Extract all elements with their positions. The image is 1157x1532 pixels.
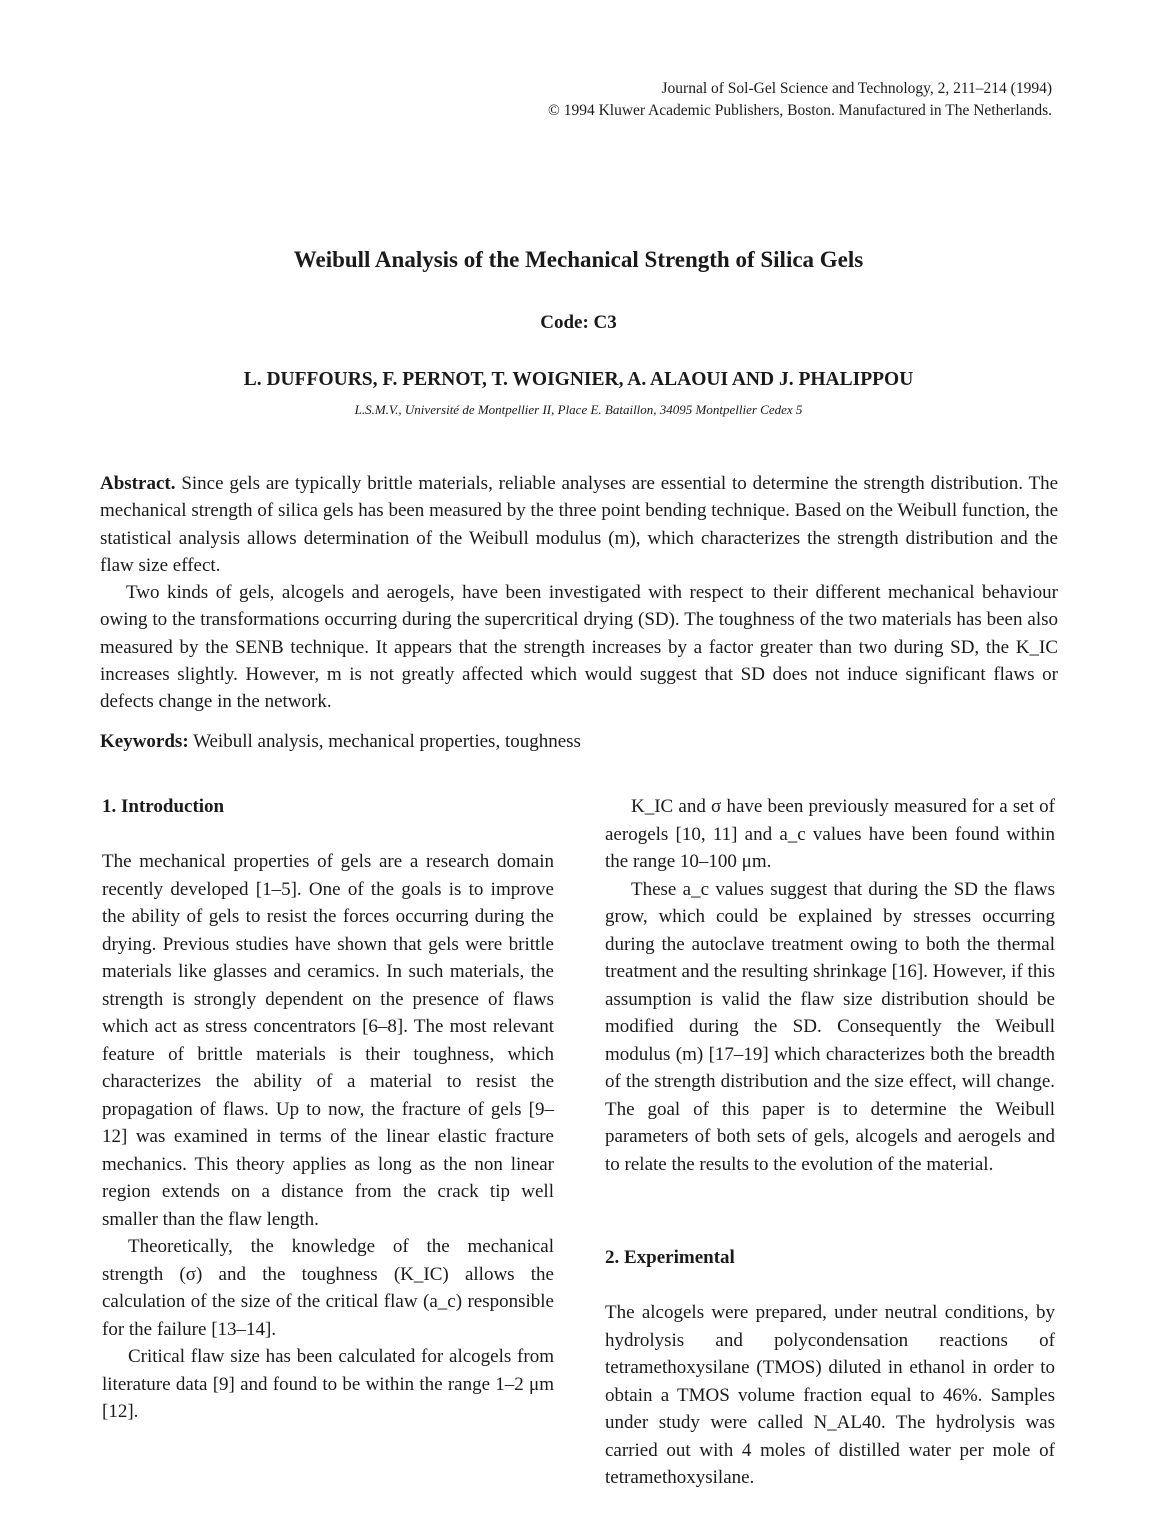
right-paragraph-2: These a_c values suggest that during the SD the flaws grow, which could be explained by stresses occurring during the autoclave treatment owing to both the thermal treatment and the resulting shrinkage [16]. However, if this assumption is valid the flaw size distribution should be modified during the SD. Consequently the Weibull modulus (m) [17–19] which characterizes both the breadth of the strength distribution and the size effect, will change. The goal of this paper is to determine the Weibull parameters of both sets of gels, alcogels and aerogels and to relate the results to the evolution of the material. — [605, 878, 1055, 1175]
copyright-line: © 1994 Kluwer Academic Publishers, Boston. Manufactured in The Netherlands. — [548, 102, 1052, 119]
paper-title: Weibull Analysis of the Mechanical Strength of Silica Gels — [293, 247, 864, 272]
affiliation: L.S.M.V., Université de Montpellier II, Place E. Bataillon, 34095 Montpellier Cedex 5 — [354, 402, 803, 417]
intro-paragraph-3: Critical flaw size has been calculated for alcogels from literature data [9] and found to be within the range 1–2 μm [12]. — [102, 1346, 554, 1422]
journal-citation: Journal of Sol-Gel Science and Technology, 2, 211–214 (1994) — [661, 80, 1052, 97]
right-column — [605, 793, 1055, 1492]
keywords-text: Weibull analysis, mechanical properties, toughness — [193, 731, 581, 752]
abstract-text-1: Since gels are typically brittle materials, reliable analyses are essential to determine the strength distribution. The mechanical strength of silica gels has been measured by the three point bending technique. Based on the Weibull function, the statistical analysis allows determination of the Weibull modulus (m), which characterizes the strength distribution and the flaw size effect. — [100, 473, 1058, 576]
experimental-heading: 2. Experimental — [605, 1247, 735, 1268]
experimental-paragraph-1: The alcogels were prepared, under neutral conditions, by hydrolysis and polycondensation reactions of tetramethoxysilane (TMOS) diluted in ethanol in order to obtain a TMOS volume fraction equal to 46%. Samples under study were called N_AL40. The hydrolysis was carried out with 4 moles of distilled water per mole of tetramethoxysilane. — [605, 1302, 1055, 1488]
paper-code: Code: C3 — [540, 312, 617, 333]
keywords-label: Keywords: — [100, 731, 189, 752]
intro-heading: 1. Introduction — [102, 796, 225, 817]
abstract-label: Abstract. — [100, 473, 176, 494]
intro-paragraph-2: Theoretically, the knowledge of the mechanical strength (σ) and the toughness (K_IC) allows the calculation of the size of the critical flaw (a_c) responsible for the failure [13–14]. — [102, 1236, 554, 1340]
left-column — [102, 793, 554, 1426]
author-list: L. DUFFOURS, F. PERNOT, T. WOIGNIER, A. ALAOUI AND J. PHALIPPOU — [243, 369, 914, 390]
right-paragraph-1: K_IC and σ have been previously measured for a set of aerogels [10, 11] and a_c values have been found within the range 10–100 μm. — [605, 796, 1055, 872]
abstract — [100, 470, 1058, 716]
intro-paragraph-1: The mechanical properties of gels are a research domain recently developed [1–5]. One of the goals is to improve the ability of gels to resist the forces occurring during the drying. Previous studies have shown that gels were brittle materials like glasses and ceramics. In such materials, the strength is strongly dependent on the presence of flaws which act as stress concentrators [6–8]. The most relevant feature of brittle materials is their toughness, which characterizes the ability of a material to resist the propagation of flaws. Up to now, the fracture of gels [9–12] was examined in terms of the linear elastic fracture mechanics. This theory applies as long as the non linear region extends on a distance from the crack tip well smaller than the flaw length. — [102, 851, 554, 1230]
keywords — [100, 728, 1058, 755]
abstract-paragraph-1 — [100, 470, 1058, 579]
journal-header — [548, 78, 1052, 122]
abstract-paragraph-2: Two kinds of gels, alcogels and aerogels, have been investigated with respect to their different mechanical behaviour owing to the transformations occurring during the supercritical drying (SD). The toughness of the two materials has been also measured by the SENB technique. It appears that the strength increases by a factor greater than two during SD, the K_IC increases slightly. However, m is not greatly affected which would suggest that SD does not induce significant flaws or defects change in the network. — [100, 582, 1058, 713]
